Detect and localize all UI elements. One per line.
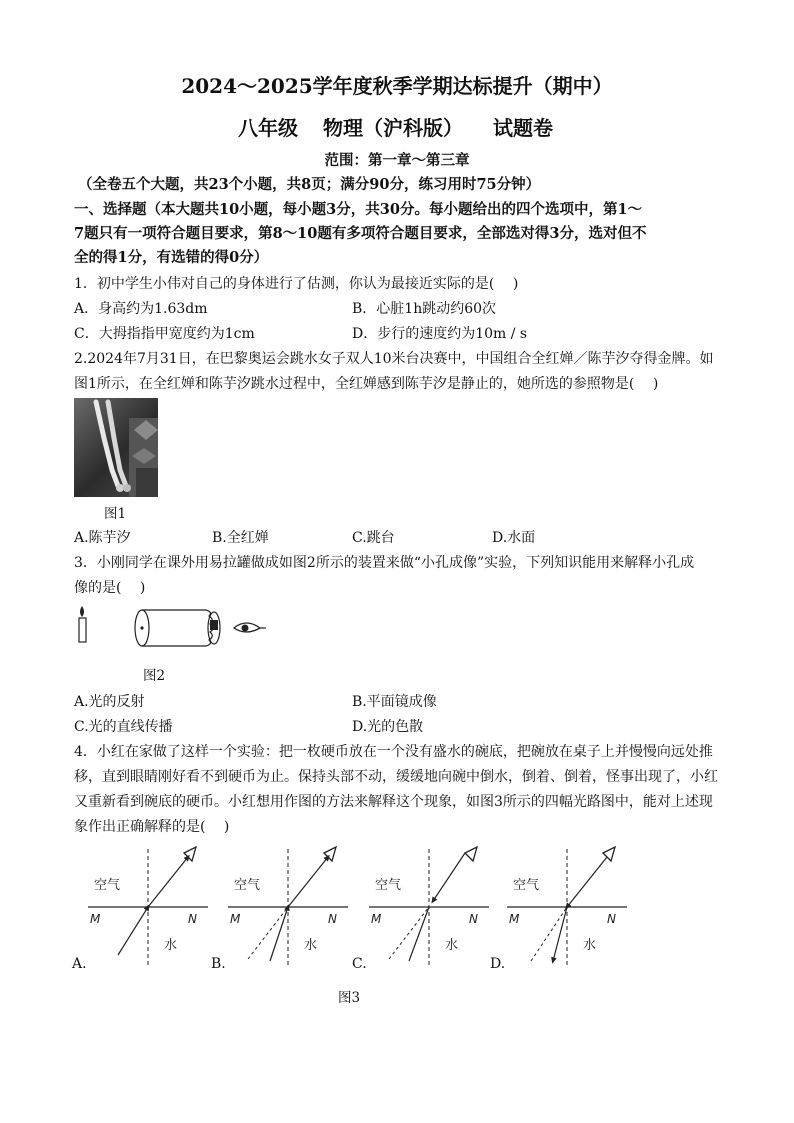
incident-ray: [118, 907, 148, 955]
air-label: 空气: [94, 878, 121, 893]
figure-3-caption: 图3: [338, 990, 361, 1006]
water-label: 水: [304, 938, 318, 953]
q3-option-d: D.光的色散: [352, 719, 424, 735]
n-label: N: [328, 912, 337, 926]
q1-option-a: A．身高约为1.63dm: [74, 301, 208, 317]
m-label: M: [509, 912, 520, 926]
q1-option-c: C．大拇指指甲宽度约为1cm: [74, 326, 255, 342]
q4-diagram-c-label: C.: [352, 956, 367, 972]
virtual-ray: [531, 907, 567, 961]
q2-option-a: A.陈芋汐: [74, 530, 131, 546]
q3-option-a: A.光的反射: [74, 694, 145, 710]
n-label: N: [469, 912, 478, 926]
diving-photo: [74, 398, 158, 497]
section-1-line-3: 全的得1分，有选错的得0分）: [74, 249, 269, 266]
incident-ray: [409, 907, 429, 961]
figure-2-caption: 图2: [143, 668, 166, 684]
refraction-diagram-a: [88, 847, 208, 965]
q4-diagram-a-label: A.: [72, 956, 87, 972]
m-label: M: [371, 912, 382, 926]
q3-option-b: B.平面镜成像: [352, 694, 437, 710]
q1-option-d: D．步行的速度约为10m / s: [352, 326, 528, 342]
q1-option-b: B．心脏1h跳动约60次: [352, 301, 497, 317]
q4-stem-line-4: 象作出正确解释的是( ): [74, 819, 230, 835]
refraction-diagram-b: [228, 847, 348, 965]
q3-option-c: C.光的直线传播: [74, 719, 173, 735]
q4-stem-line-3: 又重新看到碗底的硬币。小红想用作图的方法来解释这个现象，如图3所示的四幅光路图中，能对上述现: [74, 794, 713, 810]
refracted-ray: [148, 857, 188, 907]
q4-diagram-b-label: B.: [211, 956, 226, 972]
m-label: M: [230, 912, 241, 926]
refracted-ray: [288, 857, 328, 907]
q4-stem-line-1: 4．小红在家做了这样一个实验：把一枚硬币放在一个没有盛水的碗底，把碗放在桌子上并慢慢向远处推: [74, 744, 713, 760]
refraction-diagram-d: [507, 847, 627, 965]
exam-info: （全卷五个大题，共23个小题，共8页；满分90分，练习用时75分钟）: [78, 176, 541, 193]
q2-option-d: D.水面: [492, 530, 536, 546]
eye-icon: [465, 847, 477, 861]
q3-stem-line-2: 像的是( ): [74, 580, 146, 596]
air-label: 空气: [375, 878, 402, 893]
n-label: N: [188, 912, 197, 926]
water-label: 水: [164, 938, 178, 953]
refracted-ray: [553, 907, 567, 961]
section-1-line-1: 一、选择题（本大题共10小题，每小题3分，共30分。每小题给出的四个选项中，第1～: [74, 201, 643, 218]
refraction-diagram-c: [369, 847, 489, 965]
pinhole-camera-figure: [70, 604, 270, 656]
q3-stem-line-1: 3．小刚同学在课外用易拉罐做成如图2所示的装置来做“小孔成像”实验，下列知识能用来解释小孔成: [74, 555, 695, 571]
air-label: 空气: [513, 878, 540, 893]
title-line-1: 2024～2025学年度秋季学期达标提升（期中）: [181, 74, 613, 98]
water-label: 水: [445, 938, 459, 953]
incident-ray: [567, 857, 607, 907]
refraction-diagrams: [72, 843, 632, 973]
q4-stem-line-2: 移，直到眼睛刚好看不到硬币为止。保持头部不动，缓缓地向碗中倒水，倒着、倒着，怪事出现了，小红: [74, 769, 718, 785]
can-icon: [135, 610, 220, 646]
refracted-ray: [433, 853, 465, 901]
title-subject: 物理（沪科版）: [323, 116, 463, 140]
candle-icon: [79, 606, 86, 642]
m-label: M: [90, 912, 101, 926]
q4-diagram-d-label: D.: [490, 956, 506, 972]
virtual-ray: [248, 907, 288, 959]
virtual-ray: [389, 907, 429, 959]
q2-stem-line-1: 2.2024年7月31日，在巴黎奥运会跳水女子双人10米台决赛中，中国组合全红婵／陈芋汐夺得金牌。如: [74, 351, 714, 367]
q2-stem-line-2: 图1所示，在全红婵和陈芋汐跳水过程中，全红婵感到陈芋汐是静止的，她所选的参照物是( ): [74, 376, 659, 392]
exam-scope: 范围：第一章～第三章: [324, 152, 470, 169]
title-grade: 八年级: [238, 116, 298, 140]
incident-ray: [270, 907, 288, 961]
q1-stem: 1．初中学生小伟对自己的身体进行了估测，你认为最接近实际的是( ): [74, 276, 519, 292]
n-label: N: [607, 912, 616, 926]
title-paper: 试题卷: [493, 116, 553, 140]
q2-option-b: B.全红婵: [212, 530, 269, 546]
eye-icon: [234, 623, 266, 632]
section-1-line-2: 7题只有一项符合题目要求，第8～10题有多项符合题目要求，全部选对得3分，选对但不: [74, 225, 647, 242]
figure-1-caption: 图1: [104, 506, 127, 522]
q2-option-c: C.跳台: [352, 530, 395, 546]
air-label: 空气: [234, 878, 261, 893]
water-label: 水: [583, 938, 597, 953]
